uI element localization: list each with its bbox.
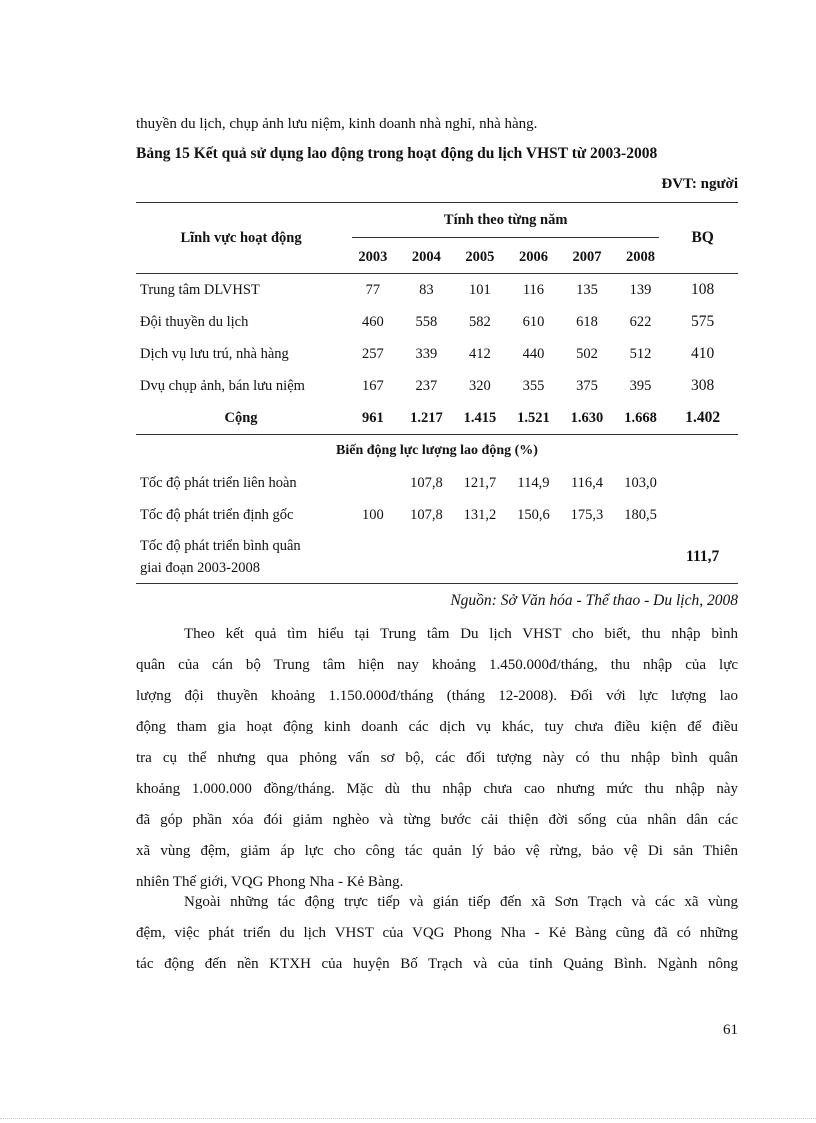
row-label: Dịch vụ lưu trú, nhà hàng	[140, 345, 289, 362]
cell: 460	[361, 313, 384, 330]
cell: 83	[400, 274, 454, 307]
cell: 131,2	[463, 506, 497, 523]
intro-line: thuyền du lịch, chụp ảnh lưu niệm, kinh doanh nhà nghỉ, nhà hàng.	[136, 116, 538, 132]
col-group-label: Tính theo từng năm	[352, 212, 659, 238]
row-label: Tốc độ phát triển định gốc	[140, 506, 294, 523]
total-bq: 1.402	[685, 409, 721, 426]
table-row	[136, 338, 738, 370]
cell: 114,9	[517, 474, 550, 491]
cell: 116	[507, 274, 561, 307]
total-row	[136, 402, 738, 435]
year-header: 2006	[518, 248, 548, 265]
cell: 107,8	[410, 506, 443, 523]
cell: 622	[629, 313, 652, 330]
cell: 237	[415, 377, 438, 394]
table-caption: Bảng 15 Kết quả sử dụng lao động trong hoạt động du lịch VHST từ 2003-2008	[136, 145, 658, 162]
year-header: 2007	[572, 248, 602, 265]
cell: 610	[522, 313, 545, 330]
cell: 77	[346, 274, 400, 307]
section-title-row	[136, 435, 738, 468]
cell-bq	[667, 499, 738, 531]
year-header: 2004	[411, 248, 441, 265]
avg-label-line1: Tốc độ phát triển bình quân	[140, 538, 301, 554]
avg-row	[136, 531, 738, 584]
cell: 395	[629, 377, 652, 394]
year-header: 2003	[358, 248, 388, 265]
cell: 103,0	[624, 474, 657, 491]
cell: 502	[576, 345, 598, 362]
table-row	[136, 274, 738, 307]
source-note: Nguồn: Sở Văn hóa - Thể thao - Du lịch, 2008	[450, 592, 738, 609]
text-line: Theo kết quả tìm hiểu tại Trung tâm Du lịch VHST cho biết, thu nhập bình	[184, 626, 738, 642]
cell: 440	[522, 345, 545, 362]
avg-label-line2: giai đoạn 2003-2008	[140, 560, 261, 576]
text-line: quân của cán bộ Trung tâm hiện nay khoảng 1.450.000đ/tháng, thu nhập của lực	[136, 657, 738, 673]
paragraph-2	[136, 887, 738, 980]
cell: 101	[453, 274, 507, 307]
cell: 512	[629, 345, 652, 362]
text-line: lượng đội thuyền khoảng 1.150.000đ/tháng (tháng 12-2008). Đối với lực lượng lao	[136, 688, 738, 704]
text-line: tra cụ thể nhưng qua phỏng vấn sơ bộ, các đối tượng này có thu nhập bình quân	[136, 750, 738, 766]
cell: 167	[361, 377, 384, 394]
cell: 257	[361, 345, 384, 362]
table-row	[136, 306, 738, 338]
cell-bq: 575	[691, 313, 715, 330]
cell: 139	[614, 274, 668, 307]
labor-table	[136, 202, 738, 584]
year-header: 2005	[465, 248, 495, 265]
total-cell: 1.415	[463, 409, 497, 426]
row-label: Tốc độ phát triển liên hoàn	[140, 474, 297, 491]
text-line: đệm, việc phát triển du lịch VHST của VQG Phong Nha - Kẻ Bàng cũng đã có những	[136, 925, 738, 941]
total-cell: 1.668	[624, 409, 657, 426]
cell: 107,8	[410, 474, 443, 491]
cell: 150,6	[517, 506, 550, 523]
text-line: tác động đến nền KTXH của huyện Bố Trạch và của tỉnh Quảng Bình. Ngành nông	[136, 956, 738, 972]
text-line: khoảng 1.000.000 đồng/tháng. Mặc dù thu nhập chưa cao nhưng mức thu nhập này	[136, 781, 738, 797]
page-footer-divider	[0, 1118, 816, 1119]
text-line: Ngoài những tác động trực tiếp và gián tiếp đến xã Sơn Trạch và các xã vùng	[184, 894, 738, 910]
cell-bq	[667, 467, 738, 499]
table-header-row	[136, 203, 738, 242]
total-cell: 961	[361, 409, 384, 426]
cell: 339	[415, 345, 438, 362]
text-line: đã góp phần xóa đói giảm nghèo và từng bước cải thiện đời sống của nhân dân các	[136, 812, 738, 828]
total-cell: 1.521	[517, 409, 550, 426]
paragraph-1	[136, 619, 738, 898]
total-cell: 1.217	[410, 409, 443, 426]
table-row	[136, 370, 738, 402]
cell: 558	[415, 313, 438, 330]
avg-bq: 111,7	[667, 531, 738, 584]
cell	[346, 467, 400, 499]
cell: 175,3	[570, 506, 604, 523]
year-header: 2008	[626, 248, 656, 265]
cell: 375	[576, 377, 598, 394]
col-group-header	[346, 203, 667, 242]
cell: 355	[522, 377, 545, 394]
total-label: Cộng	[224, 409, 258, 426]
section-title: Biến động lực lượng lao động (%)	[136, 435, 738, 468]
cell: 582	[469, 313, 491, 330]
growth-row	[136, 499, 738, 531]
cell: 180,5	[624, 506, 657, 523]
text-line: nhiên Thế giới, VQG Phong Nha - Kẻ Bàng.	[136, 874, 404, 890]
cell: 412	[469, 345, 491, 362]
cell: 116,4	[570, 474, 604, 491]
col-field-header: Lĩnh vực hoạt động	[136, 203, 346, 274]
text-line: động tham gia hoạt động kinh doanh các dịch vụ khác, tuy chưa điều kiện để điều	[136, 719, 738, 735]
cell: 618	[576, 313, 598, 330]
row-label: Đội thuyền du lịch	[140, 313, 249, 330]
cell-bq: 108	[667, 274, 738, 307]
unit-label: ĐVT: người	[661, 176, 738, 192]
row-label: Dvụ chụp ảnh, bán lưu niệm	[140, 377, 305, 394]
cell: 100	[361, 506, 384, 523]
cell: 320	[469, 377, 491, 394]
col-bq-header: BQ	[667, 203, 738, 274]
avg-label	[136, 531, 346, 584]
growth-row	[136, 467, 738, 499]
cell: 121,7	[463, 474, 497, 491]
total-cell: 1.630	[570, 409, 604, 426]
page-number: 61	[723, 1022, 738, 1038]
cell-bq: 410	[691, 345, 715, 362]
cell-bq: 308	[691, 377, 715, 394]
text-line: xã vùng đệm, giảm áp lực cho công tác quản lý bảo vệ rừng, bảo vệ Di sản Thiên	[136, 843, 738, 859]
row-label: Trung tâm DLVHST	[136, 274, 346, 307]
cell: 135	[560, 274, 614, 307]
